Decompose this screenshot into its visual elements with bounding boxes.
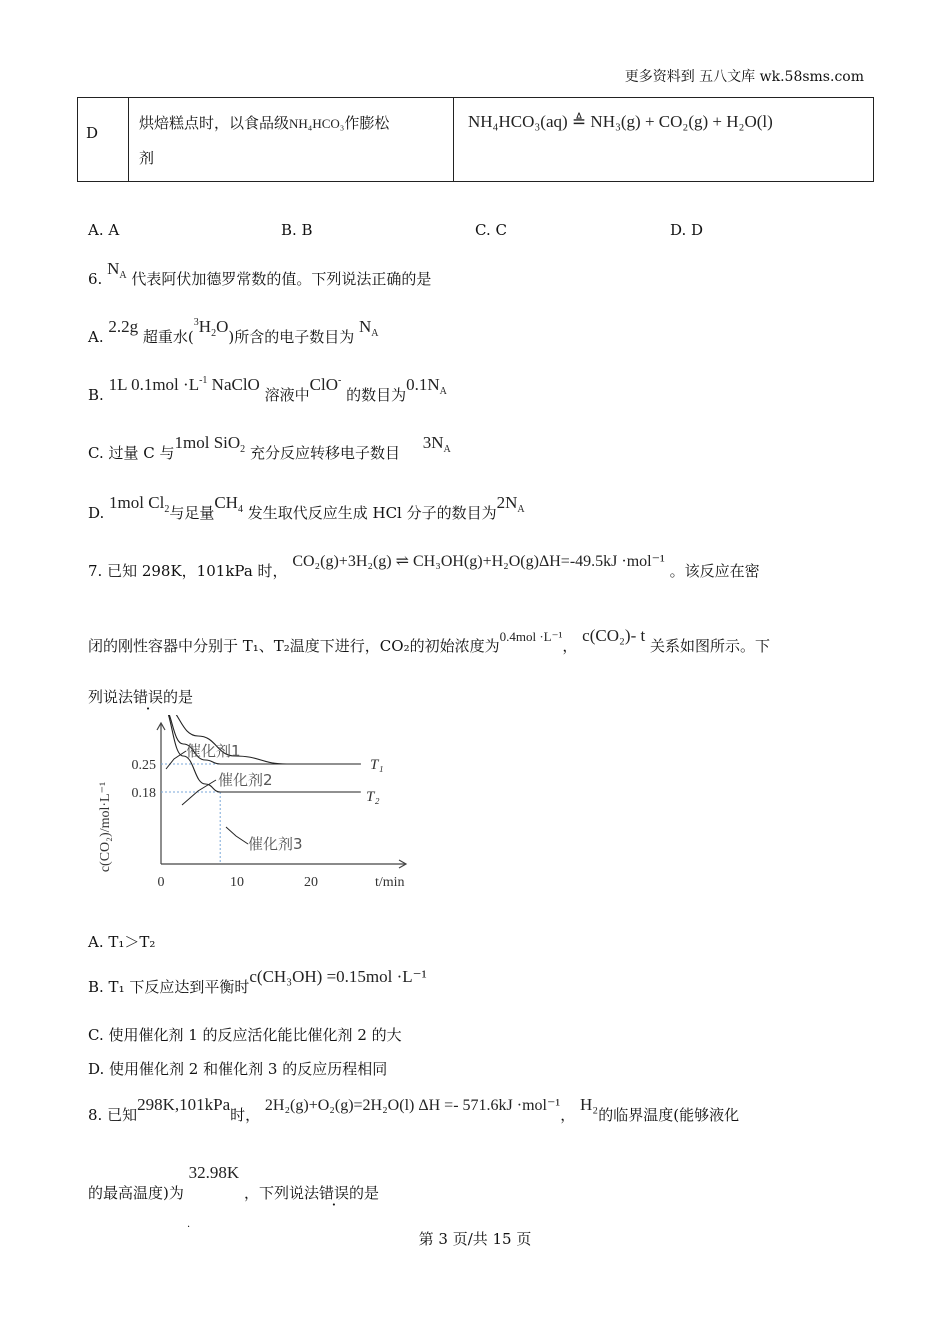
curve-label-1: T₁ xyxy=(370,757,384,773)
desc-text: 烘焙糕点时，以食品级 xyxy=(139,114,290,132)
table-row-label: D xyxy=(78,98,129,182)
series-label-2: 催化剂2 xyxy=(218,771,273,789)
q6-stem: 6. $N_A$ 代表阿伏加德罗常数的值。下列说法正确的是 xyxy=(88,259,432,288)
page-number: 第 3 页/共 15 页 xyxy=(418,1230,532,1248)
q7-option-c: C. 使用催化剂 1 的反应活化能比催化剂 2 的大 xyxy=(88,1026,402,1044)
concentration-time-chart xyxy=(90,715,420,900)
x-tick-label-2: 20 xyxy=(304,875,318,890)
q6-option-a: A. 2.2g 超重水$(^3H_2O)$所含的电子数目为 $N_A$ xyxy=(88,317,379,346)
option-table xyxy=(77,97,874,182)
q6-option-b: B. 1L $0.1mol \cdot L^{-1}$ NaClO 溶液中ClO- 的数目为$0.1N_A$ xyxy=(88,375,447,404)
q7-option-d: D. 使用催化剂 2 和催化剂 3 的反应历程相同 xyxy=(88,1060,388,1078)
header-site-link[interactable]: 更多资料到 五八文库 wk.58sms.com xyxy=(624,69,864,85)
desc-text-3: 剂 xyxy=(139,149,155,167)
q6-option-d: D. 1mol $Cl_2$与足量$CH_4$ 发生取代反应生成 HCl 分子的数目为$2N_A$ xyxy=(88,493,525,522)
q7-option-b: B. T₁ 下反应达到平衡时c(CH₃OH) =0.15mol ·L⁻¹ xyxy=(88,967,427,996)
q7-stem-line3: 列说法错误的是 xyxy=(88,688,194,706)
y-axis-label: c(CO₂)/mol·L⁻¹ xyxy=(98,781,113,873)
q6-option-c: C. 过量 C 与1mol SiO$_2$ 充分反应转移电子数目 $3N_A$ xyxy=(88,433,451,462)
x-tick-label-1: 10 xyxy=(230,875,244,890)
leader-line-1 xyxy=(166,751,186,769)
q8-stem-line2: 的最高温度)为 32.98K ，下列说法错误的是 xyxy=(88,1163,379,1202)
y-tick-label-2: 0.18 xyxy=(131,786,156,801)
chart-guides xyxy=(161,764,220,864)
table-row-equation xyxy=(454,98,874,182)
desc-formula: NH₄HCO₃ xyxy=(289,116,345,131)
q7-option-a: A. T₁＞T₂ xyxy=(88,933,156,951)
q5-option-c: C. C xyxy=(475,221,507,239)
series-label-3: 催化剂3 xyxy=(248,835,303,853)
leader-line-3 xyxy=(226,827,248,844)
q7-stem-line1: 7. 已知 298K，101kPa 时， CO₂(g)+3H₂(g) ⇌ CH₃OH(g)+H₂O(g)ΔH=-49.5kJ ·mol⁻¹ 。该反应在密 xyxy=(88,553,760,580)
chart-labels xyxy=(166,742,384,853)
q7-stem-line2: 闭的刚性容器中分别于 T₁、T₂温度下进行，CO₂的初始浓度为0.4mol ·L⁻¹， c(CO₂)- t 关系如图所示。下 xyxy=(88,626,771,655)
series-label-1: 催化剂1 xyxy=(186,742,241,760)
x-tick-label-0: 0 xyxy=(157,875,165,890)
q5-option-a: A. A xyxy=(88,221,120,239)
footer-mark: · xyxy=(187,1222,191,1233)
curve-label-2: T₂ xyxy=(366,789,380,805)
desc-text-2: 作膨松 xyxy=(344,114,390,132)
q8-stem-line1: 8. 已知298K,101kPa时， 2H₂(g)+O₂(g)=2H₂O(l) ΔH =- 571.6kJ ·mol⁻¹， H₂的临界温度(能够液化 xyxy=(88,1095,740,1124)
q5-option-b: B. B xyxy=(281,221,313,239)
x-axis-label: t/min xyxy=(375,875,405,890)
y-tick-label-1: 0.25 xyxy=(131,758,156,773)
equation-text: NH₄HCO₃(aq) ≜ NH₃(g) + CO₂(g) + H₂O(l) xyxy=(468,112,773,131)
table-row-description xyxy=(129,98,454,182)
q5-option-d: D. D xyxy=(670,221,704,239)
